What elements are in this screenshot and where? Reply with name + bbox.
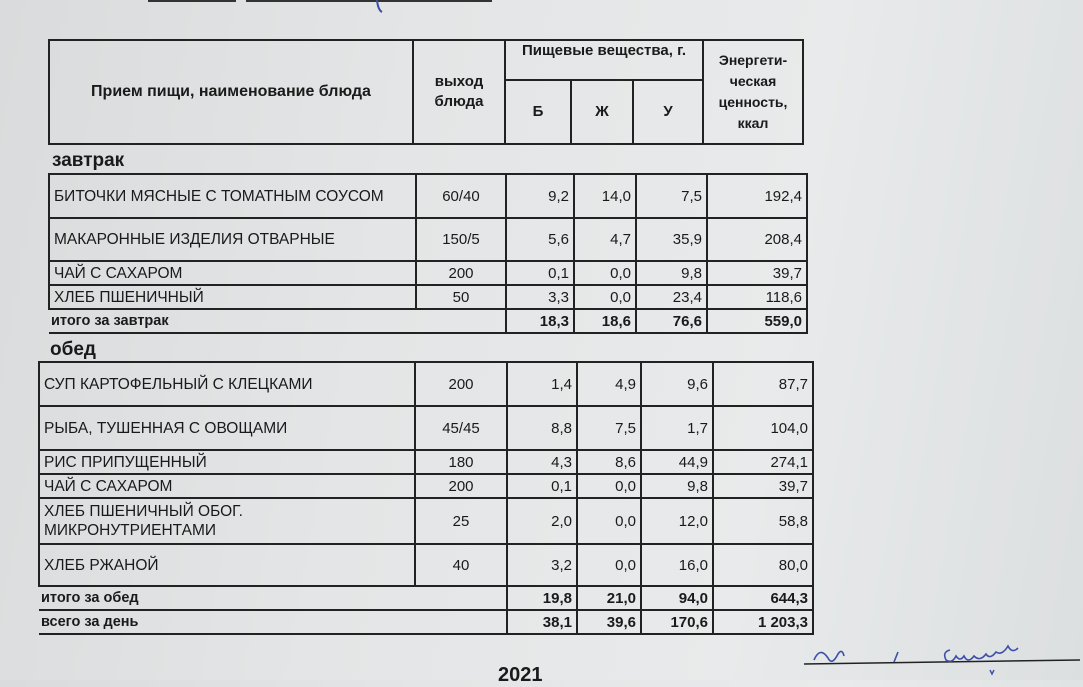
dish-name: ЧАЙ С САХАРОМ bbox=[39, 474, 415, 498]
header-meal: Прием пищи, наименование блюда bbox=[49, 40, 413, 144]
dish-protein: 0,1 bbox=[506, 261, 574, 285]
total-row-breakfast bbox=[49, 309, 807, 333]
dish-protein: 2,0 bbox=[507, 498, 577, 544]
dish-protein: 3,3 bbox=[506, 285, 574, 309]
signature bbox=[800, 640, 1080, 680]
dish-kcal: 39,7 bbox=[713, 474, 813, 498]
dish-protein: 8,8 bbox=[507, 406, 577, 450]
footer-year: 2021 bbox=[498, 664, 543, 686]
dish-fat: 0,0 bbox=[577, 474, 641, 498]
dish-kcal: 274,1 bbox=[713, 450, 813, 474]
pen-mark bbox=[374, 0, 386, 14]
lunch-table bbox=[38, 361, 814, 635]
dish-carb: 16,0 bbox=[641, 544, 713, 586]
dish-protein: 3,2 bbox=[507, 544, 577, 586]
table-row bbox=[49, 285, 807, 309]
table-row bbox=[39, 362, 813, 406]
dish-carb: 1,7 bbox=[641, 406, 713, 450]
dish-yield: 45/45 bbox=[415, 406, 507, 450]
header-nutrients: Пищевые вещества, г. bbox=[505, 40, 703, 80]
total-protein: 19,8 bbox=[507, 586, 577, 610]
dish-fat: 0,0 bbox=[577, 544, 641, 586]
breakfast-table bbox=[48, 173, 808, 334]
dish-yield: 25 bbox=[415, 498, 507, 544]
dish-protein: 5,6 bbox=[506, 218, 574, 261]
dish-name: ХЛЕБ РЖАНОЙ bbox=[39, 544, 415, 586]
top-rule-left bbox=[148, 0, 236, 2]
total-carb: 76,6 bbox=[636, 309, 707, 333]
dish-name: БИТОЧКИ МЯСНЫЕ С ТОМАТНЫМ СОУСОМ bbox=[49, 174, 416, 218]
table-row bbox=[39, 544, 813, 586]
total-protein: 18,3 bbox=[506, 309, 574, 333]
table-row bbox=[39, 450, 813, 474]
dish-fat: 0,0 bbox=[577, 498, 641, 544]
section-lunch: обед bbox=[50, 339, 96, 360]
dish-name: МАКАРОННЫЕ ИЗДЕЛИЯ ОТВАРНЫЕ bbox=[49, 218, 416, 261]
dish-carb: 9,6 bbox=[641, 362, 713, 406]
dish-yield: 60/40 bbox=[416, 174, 506, 218]
total-fat: 39,6 bbox=[577, 610, 641, 634]
table-row bbox=[39, 498, 813, 544]
dish-kcal: 58,8 bbox=[713, 498, 813, 544]
dish-yield: 200 bbox=[415, 362, 507, 406]
dish-fat: 8,6 bbox=[577, 450, 641, 474]
total-fat: 21,0 bbox=[577, 586, 641, 610]
dish-protein: 1,4 bbox=[507, 362, 577, 406]
dish-fat: 14,0 bbox=[574, 174, 636, 218]
total-row-lunch bbox=[39, 586, 813, 610]
total-row-day bbox=[39, 610, 813, 634]
dish-fat: 4,9 bbox=[577, 362, 641, 406]
menu-header-table bbox=[48, 39, 804, 145]
header-protein: Б bbox=[505, 80, 571, 144]
header-yield: выход блюда bbox=[413, 40, 505, 144]
dish-kcal: 208,4 bbox=[707, 218, 807, 261]
total-carb: 94,0 bbox=[641, 586, 713, 610]
dish-kcal: 80,0 bbox=[713, 544, 813, 586]
dish-name: РИС ПРИПУЩЕННЫЙ bbox=[39, 450, 415, 474]
total-kcal: 1 203,3 bbox=[713, 610, 813, 634]
dish-fat: 0,0 bbox=[574, 261, 636, 285]
dish-yield: 40 bbox=[415, 544, 507, 586]
table-row bbox=[39, 474, 813, 498]
dish-name: РЫБА, ТУШЕННАЯ С ОВОЩАМИ bbox=[39, 406, 415, 450]
dish-yield: 180 bbox=[415, 450, 507, 474]
total-fat: 18,6 bbox=[574, 309, 636, 333]
dish-kcal: 192,4 bbox=[707, 174, 807, 218]
dish-carb: 35,9 bbox=[636, 218, 707, 261]
dish-carb: 23,4 bbox=[636, 285, 707, 309]
dish-yield: 200 bbox=[416, 261, 506, 285]
dish-name: ХЛЕБ ПШЕНИЧНЫЙ ОБОГ. МИКРОНУТРИЕНТАМИ bbox=[39, 498, 415, 544]
dish-name: ХЛЕБ ПШЕНИЧНЫЙ bbox=[49, 285, 416, 309]
table-row bbox=[49, 174, 807, 218]
total-kcal: 644,3 bbox=[713, 586, 813, 610]
dish-yield: 200 bbox=[415, 474, 507, 498]
total-kcal: 559,0 bbox=[707, 309, 807, 333]
total-label: итого за завтрак bbox=[49, 309, 506, 333]
dish-fat: 4,7 bbox=[574, 218, 636, 261]
dish-kcal: 118,6 bbox=[707, 285, 807, 309]
table-row bbox=[49, 218, 807, 261]
table-row bbox=[39, 406, 813, 450]
dish-carb: 44,9 bbox=[641, 450, 713, 474]
top-rule-right bbox=[246, 0, 492, 2]
dish-fat: 7,5 bbox=[577, 406, 641, 450]
table-row bbox=[49, 261, 807, 285]
section-breakfast: завтрак bbox=[52, 150, 125, 171]
dish-yield: 50 bbox=[416, 285, 506, 309]
dish-carb: 9,8 bbox=[636, 261, 707, 285]
dish-protein: 0,1 bbox=[507, 474, 577, 498]
dish-name: ЧАЙ С САХАРОМ bbox=[49, 261, 416, 285]
dish-kcal: 104,0 bbox=[713, 406, 813, 450]
dish-protein: 9,2 bbox=[506, 174, 574, 218]
dish-name: СУП КАРТОФЕЛЬНЫЙ С КЛЕЦКАМИ bbox=[39, 362, 415, 406]
total-label: всего за день bbox=[39, 610, 507, 634]
dish-fat: 0,0 bbox=[574, 285, 636, 309]
header-energy: Энергети-ческая ценность, ккал bbox=[703, 40, 803, 144]
dish-carb: 12,0 bbox=[641, 498, 713, 544]
dish-yield: 150/5 bbox=[416, 218, 506, 261]
total-label: итого за обед bbox=[39, 586, 507, 610]
total-protein: 38,1 bbox=[507, 610, 577, 634]
dish-carb: 7,5 bbox=[636, 174, 707, 218]
dish-kcal: 39,7 bbox=[707, 261, 807, 285]
header-fat: Ж bbox=[571, 80, 633, 144]
dish-protein: 4,3 bbox=[507, 450, 577, 474]
header-carb: У bbox=[633, 80, 703, 144]
total-carb: 170,6 bbox=[641, 610, 713, 634]
dish-carb: 9,8 bbox=[641, 474, 713, 498]
dish-kcal: 87,7 bbox=[713, 362, 813, 406]
